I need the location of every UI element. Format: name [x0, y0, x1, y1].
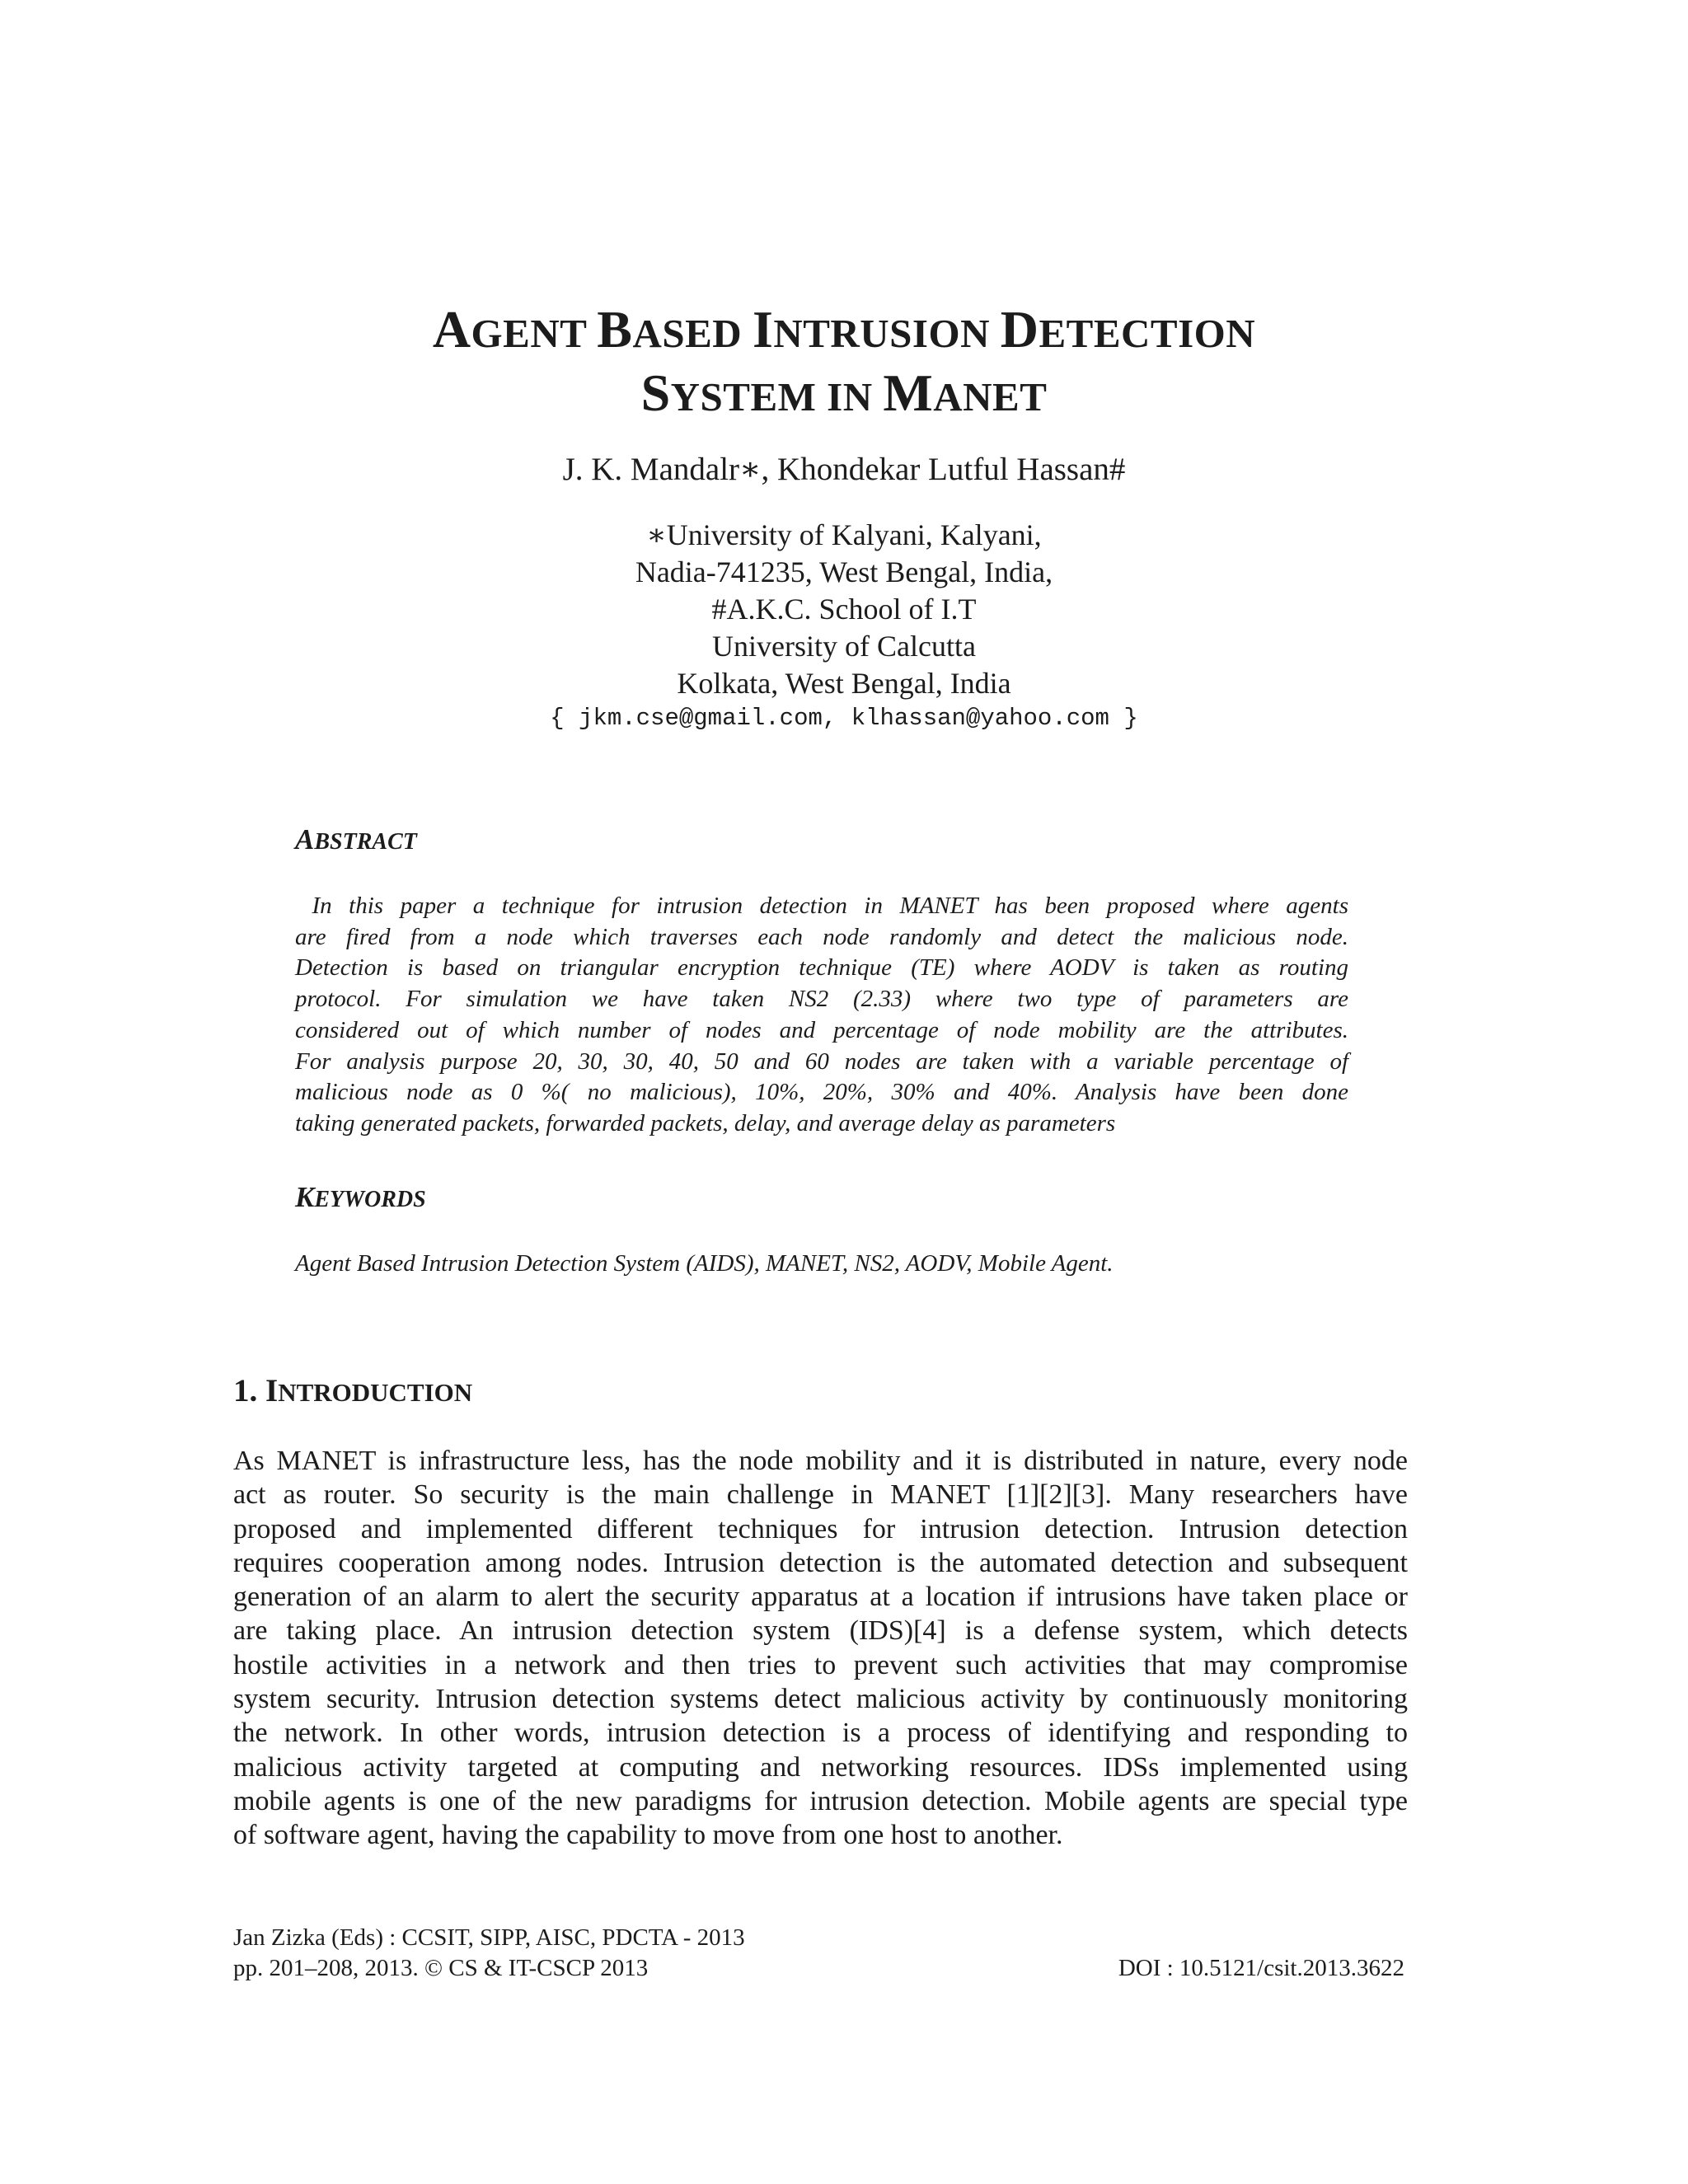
title-cap-a: A: [432, 300, 471, 359]
paper-title-line-2: [0, 363, 1688, 422]
introduction-line: As MANET is infrastructure less, has the node mobility and it is distributed in nature, every node: [233, 1446, 1408, 1476]
abstract-line: In this paper a technique for intrusion detection in MANET has been proposed where agents: [295, 893, 1348, 919]
title-sc-gent: GENT: [471, 311, 598, 356]
affiliation-line: #A.K.C. School of I.T: [711, 593, 977, 626]
abstract-line: Detection is based on triangular encryption technique (TE) where AODV is taken as routing: [295, 954, 1348, 982]
abstract-line: For analysis purpose 20, 30, 30, 40, 50 and 60 nodes are taken with a variable percentage of: [295, 1047, 1348, 1075]
title-cap-i: I: [752, 300, 774, 359]
introduction-line: requires cooperation among nodes. Intrusion detection is the automated detection and subsequent: [233, 1547, 1408, 1578]
introduction-line: act as router. So security is the main challenge in MANET [1][2][3]. Many researchers have: [233, 1479, 1408, 1511]
title-sc-ntrusion: NTRUSION: [773, 311, 1001, 356]
footer-pages-line: pp. 201–208, 2013. © CS & IT-CSCP 2013: [233, 1955, 649, 1981]
introduction-line: are taking place. An intrusion detection system (IDS)[4] is a defense system, which detects: [233, 1615, 1408, 1647]
introduction-heading-sc: NTRODUCTION: [278, 1378, 473, 1407]
title-sc-ased: ASED: [632, 311, 753, 356]
footer-doi: DOI : 10.5121/csit.2013.3622: [1118, 1955, 1404, 1981]
title-cap-b: B: [597, 300, 633, 359]
affiliation-line: Kolkata, West Bengal, India: [677, 667, 1011, 700]
title-cap-d: D: [1000, 300, 1039, 359]
introduction-line: malicious activity targeted at computing and networking resources. IDSs implemented using: [233, 1751, 1408, 1783]
footer-citation: [233, 1923, 745, 1984]
abstract-heading: [295, 825, 417, 854]
affiliation-line: University of Calcutta: [712, 630, 976, 663]
keywords-heading-sc: EYWORDS: [314, 1187, 426, 1212]
introduction-line: system security. Intrusion detection systems detect malicious activity by continuously monitoring: [233, 1684, 1408, 1715]
title-sc-ystem-in: YSTEM IN: [670, 374, 884, 419]
title-sc-etection: ETECTION: [1039, 311, 1256, 356]
introduction-line: the network. In other words, intrusion detection is a process of identifying and responding to: [233, 1718, 1408, 1749]
author-emails: { jkm.cse@gmail.com, klhassan@yahoo.com }: [550, 705, 1138, 732]
abstract-body: [295, 891, 1348, 1140]
title-cap-s: S: [640, 363, 671, 422]
abstract-line: malicious node as 0 %( no malicious), 10%, 20%, 30% and 40%. Analysis have been done: [295, 1079, 1348, 1106]
abstract-line: are fired from a node which traverses each node randomly and detect the malicious node.: [295, 923, 1348, 950]
footer-editors-line: Jan Zizka (Eds) : CCSIT, SIPP, AISC, PDCTA - 2013: [233, 1924, 745, 1951]
introduction-body: [233, 1444, 1408, 1853]
title-sc-anet: ANET: [933, 374, 1048, 419]
introduction-heading: [233, 1375, 472, 1407]
abstract-heading-sc: BSTRACT: [314, 829, 417, 855]
keywords-heading: [295, 1183, 426, 1212]
author-list: J. K. Mandalr∗, Khondekar Lutful Hassan#: [562, 452, 1126, 487]
introduction-line: mobile agents is one of the new paradigms for intrusion detection. Mobile agents are special type: [233, 1785, 1408, 1816]
abstract-heading-cap: A: [295, 823, 315, 855]
affiliation-line: ∗University of Kalyani, Kalyani,: [646, 518, 1042, 551]
introduction-line: of software agent, having the capability to move from one host to another.: [233, 1820, 1063, 1851]
affiliation-block: [0, 517, 1688, 702]
introduction-line: proposed and implemented different techniques for intrusion detection. Intrusion detection: [233, 1513, 1408, 1544]
keywords-text: Agent Based Intrusion Detection System (AIDS), MANET, NS2, AODV, Mobile Agent.: [295, 1250, 1114, 1277]
introduction-line: generation of an alarm to alert the security apparatus at a location if intrusions have taken place or: [233, 1582, 1408, 1613]
introduction-heading-cap: 1. I: [233, 1373, 279, 1408]
affiliation-line: Nadia-741235, West Bengal, India,: [635, 555, 1053, 588]
abstract-line: considered out of which number of nodes and percentage of node mobility are the attributes.: [295, 1016, 1348, 1043]
title-cap-m: M: [883, 363, 934, 422]
paper-title-line-1: [0, 300, 1688, 359]
keywords-heading-cap: K: [295, 1181, 315, 1213]
abstract-line: taking generated packets, forwarded packets, delay, and average delay as parameters: [295, 1109, 1116, 1137]
abstract-line: protocol. For simulation we have taken NS2 (2.33) where two type of parameters are: [295, 986, 1348, 1013]
introduction-line: hostile activities in a network and then tries to prevent such activities that may compromise: [233, 1649, 1408, 1680]
